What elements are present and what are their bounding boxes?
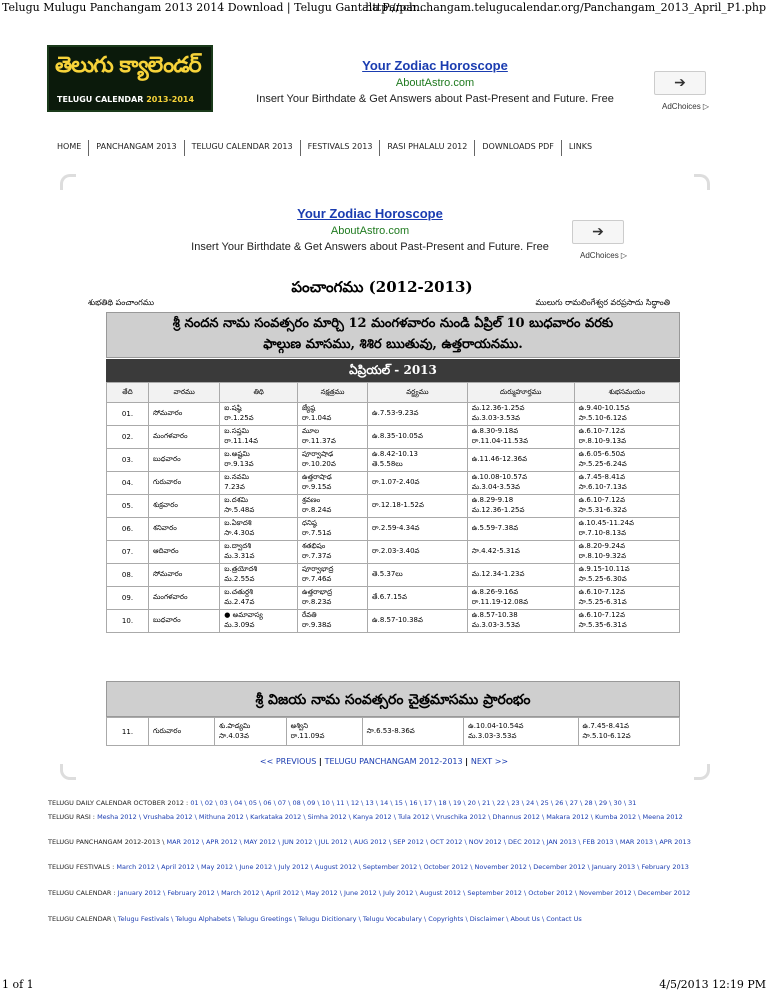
table-cell: ఉ.10.04-10.54వ మ.3.03-3.53వ xyxy=(464,718,578,746)
table-cell: ఉ.6.10-7.12వ రా.8.10-9.13వ xyxy=(574,426,679,449)
table-cell: రా.2.03-3.40వ xyxy=(368,541,468,564)
table-row xyxy=(107,518,680,541)
table-cell: మూల రా.11.37వ xyxy=(298,426,368,449)
ad-top-desc: Insert Your Birthdate & Get Answers about Past-Present and Future. Free xyxy=(256,93,614,105)
table-row xyxy=(107,495,680,518)
table-cell: ఉత్తరాభాద్ర రా.8.23వ xyxy=(298,587,368,610)
table-cell: పూర్వాషాఢ రా.10.20వ xyxy=(298,449,368,472)
month-header: ఏప్రియల్ - 2013 xyxy=(106,359,680,382)
table-cell: గురువారం xyxy=(149,472,220,495)
table-cell: సా.4.42-5.31వ xyxy=(467,541,574,564)
table-row xyxy=(107,403,680,426)
ad-top-adchoices[interactable]: AdChoices ▷ xyxy=(662,102,710,111)
column-header: తిథి xyxy=(220,383,298,403)
vijaya-banner: శ్రీ విజయ నామ సంవత్సరం చైత్రమాసము ప్రారంభం xyxy=(106,681,680,717)
table-cell: మంగళవారం xyxy=(149,587,220,610)
frame-corner xyxy=(694,174,710,190)
ad-top-arrow-button[interactable]: ➔ xyxy=(654,71,706,95)
table-cell: బ.అష్టమి రా.9.13వ xyxy=(220,449,298,472)
table-cell: ఉ.7.45-8.41వ సా.6.10-7.13వ xyxy=(574,472,679,495)
panchangam-right-note: ములుగు రామలింగేశ్వర వరప్రసాదు సిద్ధాంతి xyxy=(535,298,670,307)
site-logo[interactable] xyxy=(47,45,213,112)
table-cell: తే.6.7.15వ xyxy=(368,587,468,610)
table-cell: మ.12.36-1.25వ మ.3.03-3.53వ xyxy=(467,403,574,426)
logo-telugu-text: తెలుగు క్యాలెండర్ xyxy=(55,53,201,78)
table-row xyxy=(107,541,680,564)
table-cell: శుక్రవారం xyxy=(149,495,220,518)
table-cell: సా.6.53-8.36వ xyxy=(362,718,463,746)
footer-link-label: TELUGU FESTIVALS : xyxy=(48,863,115,871)
footer-link-group[interactable] xyxy=(48,838,716,847)
table-cell: ఉ.9.15-10.11వ సా.5.25-6.30వ xyxy=(574,564,679,587)
ad-inner-domain[interactable]: AboutAstro.com xyxy=(330,225,410,237)
table-cell: బ.త్రయోదశి మ.2.55వ xyxy=(220,564,298,587)
ad-inner-title[interactable]: Your Zodiac Horoscope xyxy=(297,206,443,221)
next-link[interactable]: NEXT >> xyxy=(470,757,509,766)
footer-link-label: TELUGU PANCHANGAM 2012-2013 \ xyxy=(48,838,165,846)
panchangam-table xyxy=(106,382,680,633)
table-cell: ఉ.8.35-10.05వ xyxy=(368,426,468,449)
ad-top-title[interactable]: Your Zodiac Horoscope xyxy=(362,58,508,73)
table-cell: మంగళవారం xyxy=(149,426,220,449)
table-cell: రేవతి రా.9.38వ xyxy=(298,610,368,633)
table-cell: ఉ.8.26-9.16వ రా.11.19-12.08వ xyxy=(467,587,574,610)
table-cell: గురువారం xyxy=(149,718,215,746)
table-row xyxy=(107,472,680,495)
table-cell: ఉ.5.59-7.38వ xyxy=(467,518,574,541)
frame-corner xyxy=(60,764,76,780)
column-header: వర్జ్యము xyxy=(368,383,468,403)
table-cell: ఉత్తరాషాఢ రా.9.15వ xyxy=(298,472,368,495)
nav-festivals[interactable]: FESTIVALS 2013 xyxy=(301,140,381,156)
table-cell: ఆదివారం xyxy=(149,541,220,564)
table-row xyxy=(107,718,680,746)
table-cell: బ.దశమి సా.5.48వ xyxy=(220,495,298,518)
footer-link-group[interactable] xyxy=(48,863,716,872)
table-cell: ఉ.8.29-9.18 మ.12.36-1.25వ xyxy=(467,495,574,518)
table-cell: ఉ.8.57-10.38 మ.3.03-3.53వ xyxy=(467,610,574,633)
table-cell: 02. xyxy=(107,426,149,449)
prev-link[interactable]: << PREVIOUS xyxy=(259,757,317,766)
table-cell: 01. xyxy=(107,403,149,426)
table-cell: 06. xyxy=(107,518,149,541)
table-cell: ఐ.షష్ఠి రా.1.25వ xyxy=(220,403,298,426)
table-row xyxy=(107,587,680,610)
table-cell: శు.పాడ్యమి సా.4.03వ xyxy=(214,718,286,746)
ad-top-domain[interactable]: AboutAstro.com xyxy=(395,77,475,89)
table-cell: సోమవారం xyxy=(149,403,220,426)
column-header: దుర్ముహూర్తము xyxy=(467,383,574,403)
ad-inner-arrow-button[interactable]: ➔ xyxy=(572,220,624,244)
table-cell: 10. xyxy=(107,610,149,633)
column-header: తేది xyxy=(107,383,149,403)
footer-link-items[interactable]: Mesha 2012 \ Vrushaba 2012 \ Mithuna 2012 \ Karkataka 2012 \ Simha 2012 \ Kanya 2012 \ Tula 2012 \ Vruschika 2012 \ Dhannus 2012 \ Makara 2012 \ Kumba 2012 \ Meena 2012 xyxy=(97,813,683,821)
nav-links[interactable]: LINKS xyxy=(568,142,593,151)
table-cell: ఉ.6.10-7.12వ సా.5.35-6.31వ xyxy=(574,610,679,633)
table-cell: 07. xyxy=(107,541,149,564)
panchangam-image xyxy=(82,264,682,754)
main-nav xyxy=(50,140,599,156)
table-cell: బ.ఏకాదశి సా.4.30వ xyxy=(220,518,298,541)
table-cell: 08. xyxy=(107,564,149,587)
table-cell: బ.చతుర్దశి మ.2.47వ xyxy=(220,587,298,610)
column-header: వారము xyxy=(149,383,220,403)
footer-link-items[interactable]: MAR 2012 \ APR 2012 \ MAY 2012 \ JUN 2012 \ JUL 2012 \ AUG 2012 \ SEP 2012 \ OCT 2012 \ NOV 2012 \ DEC 2012 \ JAN 2013 \ FEB 2013 \ MAR 2013 \ APR 2013 xyxy=(166,838,691,846)
table-cell: బుధవారం xyxy=(149,449,220,472)
footer-link-group[interactable] xyxy=(48,799,716,808)
table-cell: తె.5.37లు xyxy=(368,564,468,587)
table-cell: ఉ.6.05-6.50వ సా.5.25-6.24వ xyxy=(574,449,679,472)
table-cell: బ.ద్వాదశి మ.3.31వ xyxy=(220,541,298,564)
table-cell: బుధవారం xyxy=(149,610,220,633)
nandana-banner xyxy=(106,312,680,358)
table-cell: ఉ.6.10-7.12వ సా.5.25-6.31వ xyxy=(574,587,679,610)
table-cell: ఉ.8.42-10.13 తె.5.58లు xyxy=(368,449,468,472)
table-cell: ఉ.8.57-10.38వ xyxy=(368,610,468,633)
footer-link-items[interactable]: Telugu Festivals \ Telugu Alphabets \ Telugu Greetings \ Telugu Dicitionary \ Telugu Vocabulary \ Copyrights \ Disclaimer \ About Us \ Contact Us xyxy=(117,915,582,923)
table-cell: ఉ.10.08-10.57వ మ.3.04-3.53వ xyxy=(467,472,574,495)
footer-link-label: TELUGU CALENDAR : xyxy=(48,889,116,897)
table-cell: శతభిషం రా.7.37వ xyxy=(298,541,368,564)
panchangam-index-link[interactable]: TELUGU PANCHANGAM 2012-2013 xyxy=(324,757,463,766)
ad-inner-adchoices[interactable]: AdChoices ▷ xyxy=(580,251,628,260)
table-cell: 05. xyxy=(107,495,149,518)
footer-link-label: TELUGU DAILY CALENDAR OCTOBER 2012 : xyxy=(48,799,189,807)
table-cell: శనివారం xyxy=(149,518,220,541)
table-row xyxy=(107,426,680,449)
nav-home[interactable]: HOME xyxy=(50,140,89,156)
table-cell: 11. xyxy=(107,718,149,746)
print-header xyxy=(0,0,768,16)
table-cell: జ్యేష్ఠ రా.1.04వ xyxy=(298,403,368,426)
table-cell: రా.2.59-4.34వ xyxy=(368,518,468,541)
nav-downloads[interactable]: DOWNLOADS PDF xyxy=(475,140,562,156)
table-cell: సోమవారం xyxy=(149,564,220,587)
table-cell: ఉ.11.46-12.36వ xyxy=(467,449,574,472)
column-header: నక్షత్రము xyxy=(298,383,368,403)
table-cell: ● అమావాస్య మ.3.09వ xyxy=(220,610,298,633)
ad-inner xyxy=(160,206,580,253)
panchangam-left-note: శుభతిథి పంచాంగము xyxy=(88,298,155,307)
frame-corner xyxy=(60,174,76,190)
table-cell: ధనిష్ఠ రా.7.51వ xyxy=(298,518,368,541)
print-page: 1 of 1 xyxy=(2,978,34,991)
nav-rasi-phalalu[interactable]: RASI PHALALU 2012 xyxy=(380,140,475,156)
nav-telugu-calendar[interactable]: TELUGU CALENDAR 2013 xyxy=(185,140,301,156)
footer-link-items[interactable]: January 2012 \ February 2012 \ March 2012 \ April 2012 \ May 2012 \ June 2012 \ July 2012 \ August 2012 \ September 2012 \ October 2012 \ November 2012 \ December 2012 xyxy=(117,889,691,897)
footer-link-items[interactable]: 01 \ 02 \ 03 \ 04 \ 05 \ 06 \ 07 \ 08 \ 09 \ 10 \ 11 \ 12 \ 13 \ 14 \ 15 \ 16 \ 17 \ 18 \ 19 \ 20 \ 21 \ 22 \ 23 \ 24 \ 25 \ 26 \ 27 \ 28 \ 29 \ 30 \ 31 xyxy=(190,799,637,807)
table-row xyxy=(107,564,680,587)
table-cell: ఉ.7.45-8.41వ సా.5.10-6.12వ xyxy=(578,718,679,746)
table-row xyxy=(107,610,680,633)
table-cell: ఉ.8.20-9.24వ రా.8.10-9.32వ xyxy=(574,541,679,564)
ad-top xyxy=(230,58,640,105)
banner-line-1: శ్రీ నందన నామ సంవత్సరం మార్చి 12 మంగళవారం నుండి ఏప్రిల్ 10 బుధవారం వరకు xyxy=(172,316,614,331)
table-cell: రా.12.18-1.52వ xyxy=(368,495,468,518)
panchangam-table-row11 xyxy=(106,717,680,746)
panchangam-title: పంచాంగము (2012-2013) xyxy=(291,278,473,296)
table-cell: 09. xyxy=(107,587,149,610)
table-cell: ఉ.9.40-10.15వ సా.5.10-6.12వ xyxy=(574,403,679,426)
column-header: శుభసమయం xyxy=(574,383,679,403)
footer-link-group[interactable] xyxy=(48,813,716,822)
footer-link-label: TELUGU CALENDAR \ xyxy=(48,915,116,923)
footer-link-label: TELUGU RASI : xyxy=(48,813,95,821)
table-cell: శ్రవణం రా.8.24వ xyxy=(298,495,368,518)
table-cell: 04. xyxy=(107,472,149,495)
banner-line-2: ఫాల్గుణ మాసము, శిశిర ఋతువు, ఉత్తరాయనము. xyxy=(263,337,523,352)
table-cell: ఉ.6.10-7.12వ సా.5.31-6.32వ xyxy=(574,495,679,518)
table-cell: 03. xyxy=(107,449,149,472)
print-datetime: 4/5/2013 12:19 PM xyxy=(659,978,766,991)
footer-link-group[interactable] xyxy=(48,889,716,898)
logo-subtitle: TELUGU CALENDAR 2013-2014 xyxy=(57,95,195,104)
table-cell: మ.12.34-1.23వ xyxy=(467,564,574,587)
frame-corner xyxy=(694,764,710,780)
pager: << PREVIOUS | TELUGU PANCHANGAM 2012-2013 | NEXT >> xyxy=(259,757,509,766)
table-row xyxy=(107,449,680,472)
table-cell: బ.నవమి 7.23వ xyxy=(220,472,298,495)
table-cell: రా.1.07-2.40వ xyxy=(368,472,468,495)
footer-link-group[interactable] xyxy=(48,915,716,924)
table-cell: ఉ.10.45-11.24వ రా.7.10-8.13వ xyxy=(574,518,679,541)
print-footer xyxy=(0,978,768,994)
table-cell: ఉ.8.30-9.18వ రా.11.04-11.53వ xyxy=(467,426,574,449)
nav-panchangam[interactable]: PANCHANGAM 2013 xyxy=(89,140,184,156)
table-cell: ఉ.7.53-9.23వ xyxy=(368,403,468,426)
ad-inner-desc: Insert Your Birthdate & Get Answers about Past-Present and Future. Free xyxy=(191,241,549,253)
table-cell: అశ్విని రా.11.09వ xyxy=(286,718,362,746)
print-title: Telugu Mulugu Panchangam 2013 2014 Download | Telugu Gantala Panch... xyxy=(2,1,427,14)
print-url: http://panchangam.telugucalendar.org/Panchangam_2013_April_P1.php xyxy=(365,1,766,14)
footer-link-items[interactable]: March 2012 \ April 2012 \ May 2012 \ June 2012 \ July 2012 \ August 2012 \ September 2012 \ October 2012 \ November 2012 \ December 2012 \ January 2013 \ February 2013 xyxy=(116,863,689,871)
table-cell: బ.సప్తమి రా.11.14వ xyxy=(220,426,298,449)
table-cell: పూర్వాభాద్ర రా.7.46వ xyxy=(298,564,368,587)
